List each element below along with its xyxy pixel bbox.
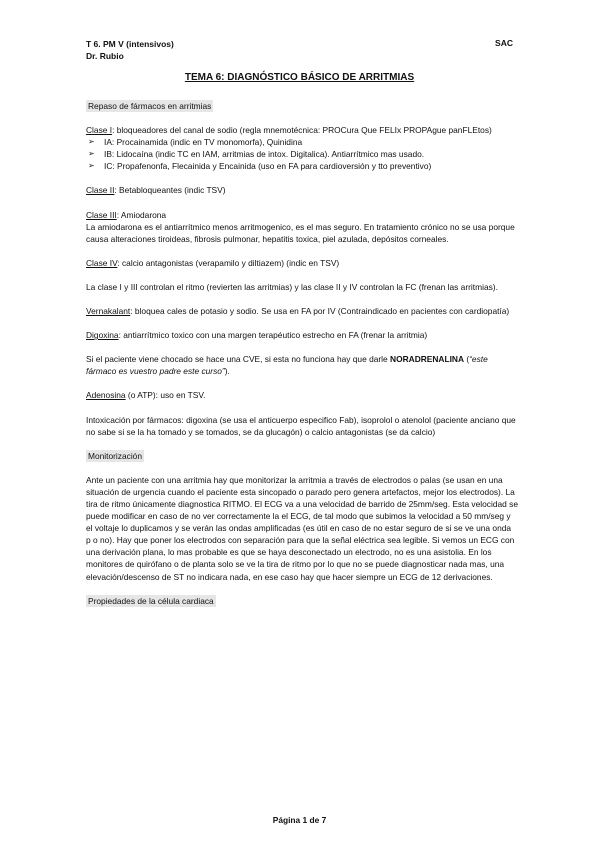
- arrow-bullet-icon: ➢: [88, 149, 95, 159]
- chocado-paragraph: Si el paciente viene chocado se hace una CVE, si esta no funciona hay que darle NORADRENALINA (“este fármaco es vuestro padre este curso”).: [86, 354, 488, 377]
- clase-ii-label: Clase II: [86, 185, 115, 196]
- page-title: TEMA 6: DIAGNÓSTICO BÁSICO DE ARRITMIAS: [184, 72, 415, 83]
- document-body: [86, 100, 518, 607]
- digoxina-text: : antiarrítmico toxico con una margen terapéutico estrecho en FA (frenar la arritmia): [118, 330, 428, 341]
- clase-iv-text: : calcio antagonistas (verapamilo y diltiazem) (indic en TSV): [117, 257, 340, 268]
- digoxina-label: Digoxina: [86, 330, 119, 341]
- noradrenalina-text: NORADRENALINA: [390, 354, 465, 365]
- clase-ii-paragraph: [86, 184, 518, 196]
- vernakalant-text: : bloquea cales de potasio y sodio. Se usa en FA por IV (Contraindicado en pacientes con cardiopatía): [130, 306, 510, 317]
- vernakalant-paragraph: [86, 305, 518, 317]
- section-heading-monitorizacion: Monitorización: [88, 450, 142, 461]
- list-item: ➢ IA: Procainamida (indic en TV monomorfa), Quinidina: [88, 137, 303, 148]
- vernakalant-label: Vernakalant: [86, 306, 131, 317]
- clase-i-paragraph: [86, 124, 518, 136]
- arrow-bullet-icon: ➢: [88, 161, 95, 171]
- list-item: ➢ IB: Lidocaína (indic TC en IAM, arritmias de intox. Digitalica). Antiarrítmico mas usado.: [88, 149, 425, 160]
- clase-i-list: [86, 136, 518, 172]
- list-item: ➢ IC: Propafenonfa, Flecainida y Encainida (uso en FA para cardioversión y tto preventivo): [88, 161, 432, 172]
- adenosina-label: Adenosina: [86, 390, 126, 401]
- header-left: [86, 38, 174, 62]
- section-heading-propiedades: Propiedades de la célula cardiaca: [88, 595, 214, 606]
- adenosina-text: (o ATP): uso en TSV.: [125, 390, 206, 401]
- clase-iii-body: La amiodarona es el antiarrítmico menos arritmogenico, es el mas seguro. En tratamiento crónico no se usa porque causa alteraciones tiroideas, fibrosis pulmonar, hepatitis toxica, piel azulada, depósitos corneales.: [86, 221, 515, 244]
- chocado-quote: “este fármaco es vuestro padre este curso”: [86, 354, 488, 377]
- digoxina-paragraph: [86, 329, 518, 341]
- page-footer: Página 1 de 7: [272, 815, 327, 825]
- intoxicacion-paragraph: Intoxicación por fármacos: digoxina (se usa el anticuerpo especifico Fab), isoprolol o atenolol (paciente anciano que no sabe si se la ha tomado y se tomados, se da glucagón) o calcio antagonistas (se da calcio): [86, 414, 516, 437]
- arrow-bullet-icon: ➢: [88, 137, 95, 147]
- control-paragraph: La clase I y III controlan el ritmo (revierten las arritmias) y las clase II y IV controlan la FC (frenan las arritmias).: [86, 281, 498, 292]
- section-heading-repaso: Repaso de fármacos en arritmias: [88, 101, 212, 111]
- clase-iii-text: : Amiodarona: [116, 209, 167, 220]
- header-right: SAC: [495, 38, 513, 48]
- header-author: Dr. Rubio: [86, 51, 124, 61]
- clase-iv-paragraph: [86, 257, 518, 269]
- clase-i-text: : bloqueadores del canal de sodio (regla mnemotécnica: PROCura Que FELIx PROPAgue panFLEtos): [112, 125, 492, 136]
- header-course: T 6. PM V (intensivos): [86, 39, 174, 49]
- monitorizacion-paragraph: Ante un paciente con una arritmia hay que monitorizar la arritmia a través de electrodos o palas (se usan en una situación de urgencia cuando el paciente esta sincopado o parado pero genera artefactos, mejor los electrodos). La tira de ritmo únicamente diagnostica RITMO. El ECG va a una velocidad de barrido de 25mm/seg. Esta velocidad se puede modificar en caso de no ver correctamente la el ECG, de tal modo que subimos la velocidad a 50 mm/seg y el voltaje lo duplicamos y se verán las ondas amplificadas (es útil en caso de no estar seguro de si se ve una onda p o no). Hay que poner los electrodos con separación para que la señal eléctrica sea legible. Si vemos un ECG con una derivación plana, lo mas probable es que se haya desconectado un electrodo, no es una asistolia. En los monitores de quirófano o de planta solo se ve la tira de ritmo por lo que no se puede diagnosticar nada mas, una elevación/descenso de ST no indicara nada, en ese caso hay que hacer siempre un ECG de 12 derivaciones.: [86, 474, 518, 582]
- clase-iv-label: Clase IV: [86, 257, 118, 268]
- adenosina-paragraph: [86, 389, 518, 401]
- clase-i-label: Clase I: [86, 125, 113, 136]
- clase-iii-paragraph: [86, 209, 518, 221]
- clase-ii-text: : Betabloqueantes (indic TSV): [114, 185, 226, 196]
- clase-iii-label: Clase III: [86, 209, 117, 220]
